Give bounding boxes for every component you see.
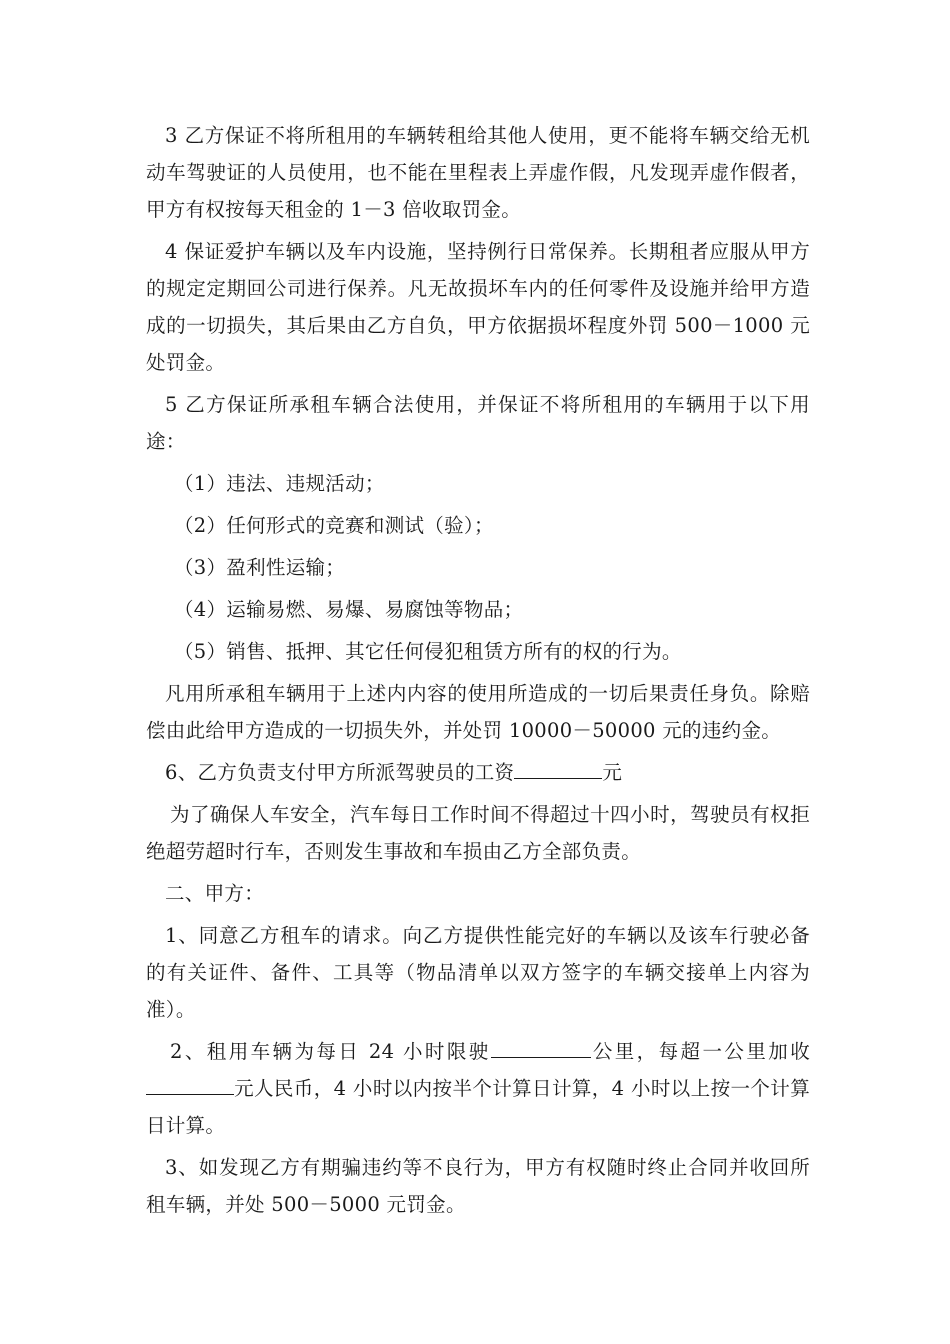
clause-6-text: 6、乙方负责支付甲方所派驾驶员的工资 (165, 761, 515, 784)
extra-fee-blank (146, 1072, 234, 1095)
clause-2-text-a: 2、租用车辆为每日 24 小时限驶 (170, 1040, 491, 1063)
party-a-clause-3: 3、如发现乙方有期骗违约等不良行为，甲方有权随时终止合同并收回所租车辆，并处 500－5000 元罚金。 (146, 1156, 810, 1216)
clause-5-paragraph: 5 乙方保证所承租车辆合法使用，并保证不将所租用的车辆用于以下用途： (146, 393, 810, 453)
list-item-4: （4）运输易燃、易爆、易腐蚀等物品； (174, 598, 524, 621)
clause-4-paragraph: 4 保证爱护车辆以及车内设施，坚持例行日常保养。长期租者应服从甲方的规定定期回公司进行保养。凡无故损坏车内的任何零件及设施并给甲方造成的一切损失，其后果由乙方自负，甲方依据损坏程度外罚 500－1000 元处罚金。 (146, 240, 810, 374)
clause-2-text-b: 公里，每超一公里加收 (590, 1040, 810, 1063)
clause-3-paragraph: 3 乙方保证不将所租用的车辆转租给其他人使用，更不能将车辆交给无机动车驾驶证的人员使用，也不能在里程表上弄虚作假，凡发现弄虚作假者，甲方有权按每天租金的 1－3 倍收取罚金。 (146, 124, 810, 221)
clause-6-unit: 元 (602, 761, 623, 784)
list-item-5: （5）销售、抵押、其它任何侵犯租赁方所有的权的行为。 (174, 640, 682, 663)
clause-2-text-c: 元人民币，4 小时以内按半个计算日计算，4 小时以上按一个计算日计算。 (146, 1077, 810, 1137)
safety-paragraph: 为了确保人车安全，汽车每日工作时间不得超过十四小时，驾驶员有权拒绝超劳超时行车，否则发生事故和车损由乙方全部负责。 (146, 803, 810, 863)
wage-blank (514, 756, 602, 779)
party-a-clause-1: 1、同意乙方租车的请求。向乙方提供性能完好的车辆以及该车行驶必备的有关证件、备件、工具等（物品清单以双方签字的车辆交接单上内容为准）。 (146, 924, 810, 1021)
list-item-3: （3）盈利性运输； (174, 556, 346, 579)
clause-6-paragraph (146, 754, 810, 791)
section-heading-party-a: 二、甲方： (165, 882, 265, 905)
document-page (146, 117, 810, 1228)
mileage-limit-blank (491, 1035, 591, 1058)
list-item-1: （1）违法、违规活动； (174, 472, 385, 495)
list-item-2: （2）任何形式的竞赛和测试（验）； (174, 514, 494, 537)
party-a-clause-2 (146, 1033, 810, 1144)
liability-paragraph: 凡用所承租车辆用于上述内内容的使用所造成的一切后果责任身负。除赔偿由此给甲方造成的一切损失外，并处罚 10000－50000 元的违约金。 (146, 682, 810, 742)
